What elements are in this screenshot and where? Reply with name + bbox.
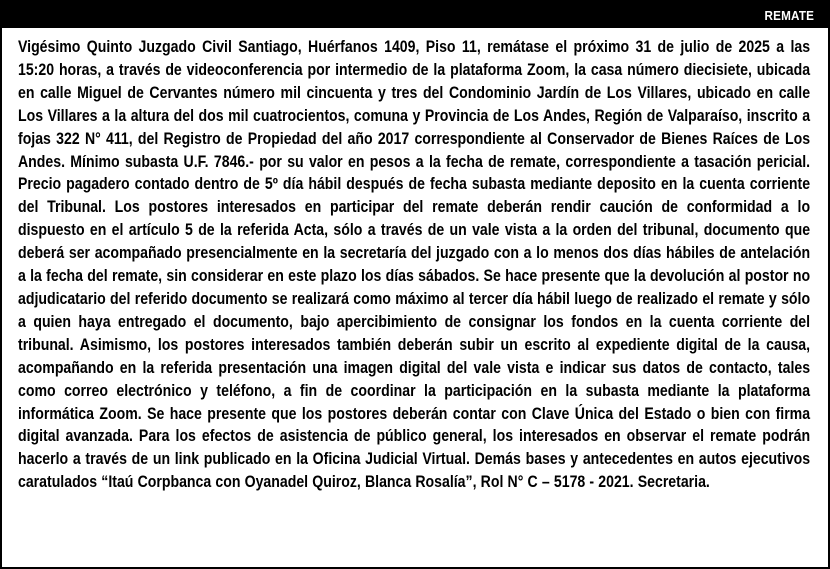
notice-category-label: REMATE xyxy=(764,8,814,23)
notice-body-text: Vigésimo Quinto Juzgado Civil Santiago, Huérfanos 1409, Piso 11, remátase el próximo 31 de julio de 2025 a las 15:20 horas, a través de videoconferencia por intermedio de la plataforma Zoom, la casa número diecisiete, ubicada en calle Miguel de Cervantes número mil cincuenta y tres del Condominio Jardín de Los Villares, ubicado en calle Los Villares a la altura del dos mil cuatrocientos, comuna y Provincia de Los Andes, Región de Valparaíso, inscrito a fojas 322 N° 411, del Registro de Propiedad del año 2017 correspondiente al Conservador de Bienes Raíces de Los Andes. Mínimo subasta U.F. 7846.- por su valor en pesos a la fecha de remate, correspondiente a tasación pericial. Precio pagadero contado dentro de 5º día hábil después de fecha subasta mediante deposito en la cuenta corriente del Tribunal. Los postores interesados en participar del remate deberán rendir caución de conformidad a lo dispuesto en el artículo 5 de la referida Acta, sólo a través de un vale vista a la orden del tribunal, documento que deberá ser acompañado presencialmente en la secretaría del juzgado con a lo menos dos días hábiles de antelación a la fecha del remate, sin considerar en este plazo los días sábados. Se hace presente que la devolución al postor no adjudicatario del referido documento se realizará como máximo al tercer día hábil luego de realizado el remate y sólo a quien haya entregado el documento, bajo apercibimiento de consignar los fondos en la cuenta corriente del tribunal. Asimismo, los postores interesados también deberán subir un escrito al expediente digital de la causa, acompañando en la referida presentación una imagen digital del vale vista e indicar sus datos de contacto, tales como correo electrónico y teléfono, a fin de coordinar la participación en la subasta mediante la plataforma informática Zoom. Se hace presente que los postores deberán contar con Clave Única del Estado o bien con firma digital avanzada. Para los efectos de asistencia de público general, los interesados en observar el remate podrán hacerlo a través de un link publicado en la Oficina Judicial Virtual. Demás bases y antecedentes en autos ejecutivos caratulados “Itaú Corpbanca con Oyanadel Quiroz, Blanca Rosalía”, Rol N° C – 5178 - 2021. Secretaria. xyxy=(18,38,811,492)
header-bar xyxy=(2,2,828,28)
